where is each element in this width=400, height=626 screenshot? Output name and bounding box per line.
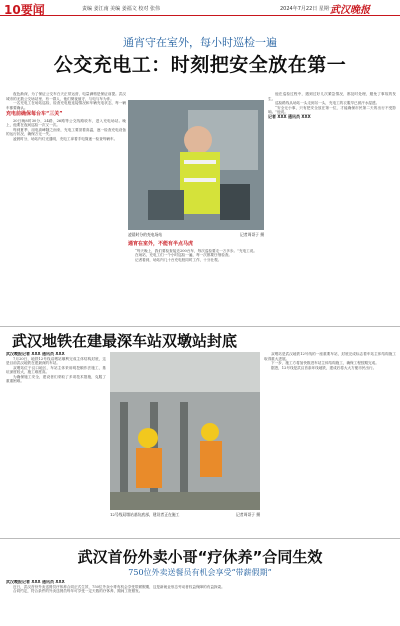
paragraph: 20日晚8时30分，24路、26路等公交线路收车，进入充电场站。晚上，他要在夜间巡检一次又一次。 bbox=[6, 118, 126, 127]
article3-headline[interactable]: 武汉首份外卖小哥“疗休养”合同生效 bbox=[77, 548, 323, 566]
article1-column-left bbox=[6, 92, 126, 324]
article1-column-middle bbox=[128, 240, 264, 324]
paragraph: 下一步，施工方将加快推进车站主体结构施工，确保工程按期完成。 bbox=[271, 361, 379, 365]
article1-subhead-2: 通宵在室外，不能有半点马虎 bbox=[128, 241, 194, 247]
paragraph: 近日，武汉首份外卖送餐员疗休养合同正式生效，750位外卖小哥有机会享受带薪假期，这是新就业形态劳动者权益保障的有益探索。 bbox=[13, 584, 225, 589]
article2-byline: 武汉晚报记者 XXX 通讯员 XXX bbox=[6, 352, 65, 356]
paragraph: 记者看到，场站内几十台充电桩同时工作，十分壮观。 bbox=[135, 257, 222, 262]
article2-column-left bbox=[6, 352, 106, 534]
section-divider bbox=[0, 538, 400, 539]
paragraph: 双墩站是武汉地铁12号线的一座重要车站，封底完成标志着车站主体结构施工取得重大进展。 bbox=[264, 352, 396, 361]
article1-headline[interactable]: 公交充电工：时刻把安全放在第一 bbox=[53, 54, 347, 76]
paragraph: “每天晚上，我们要检查接近200台车，每次巡检要走一万多步。”充电工说。 bbox=[135, 248, 257, 253]
paragraph: “安全无小事，只有把安全放在第一位，才能确保市民第二天的出行不受影响。”他说。 bbox=[268, 105, 396, 114]
article3-body bbox=[6, 580, 394, 624]
article3-byline: 武汉晚报记者 XXX 通讯员 XXX bbox=[6, 580, 65, 584]
article1-column-right bbox=[268, 92, 396, 328]
paragraph: 合同约定，符合条件的外卖送餐员每年可享受一定天数的疗休养，期间工资照发。 bbox=[13, 589, 143, 593]
paragraph: 巡检路线从场站一头走到另一头，充电工的衣服早已被汗水湿透。 bbox=[275, 101, 380, 105]
article2-photo bbox=[110, 352, 260, 510]
paragraph: 夜色渐深，为了保证公交车白天正常运营，电量满格是保证前提。武汉城市的无数公交场站里，有一群人，他们彻夜值守，与电与车为伴。 bbox=[6, 92, 126, 101]
paragraph: 他在巡检过程中，遇到过好几次紧急情况，都及时处理，避免了事故的发生。 bbox=[268, 92, 396, 101]
paragraph: 凌晨时分，场站内灯光通明，充电工拿着手电筒逐一检查每辆车。 bbox=[13, 136, 118, 141]
article1-subhead: 充电前确保每台车“三关” bbox=[6, 111, 63, 117]
paragraph: 据悉，12号线是武汉首条环线地铁，建成后将大大方便市民出行。 bbox=[271, 365, 377, 370]
article1-kicker: 通宵守在室外，每小时巡检一遍 bbox=[123, 36, 277, 49]
page-number: 10要闻 bbox=[4, 3, 45, 17]
article1-photo-credit: 记者周哥子 摄 bbox=[240, 232, 264, 237]
paragraph: 每到夏季，用电高峰随之而来，充电工要顶着高温，逐一检查充电设备的运行状况，确保万无一失。 bbox=[6, 127, 126, 136]
section-divider bbox=[0, 326, 400, 327]
paragraph: 双墩站位于汉口地区，车站主体采用明挖顺作法施工，基坑深度较大，施工难度高。 bbox=[6, 365, 106, 374]
paragraph: 一名充电工在场站巡检，检查充电枪连接情况和车辆充电状态，每一辆车都要确认。 bbox=[6, 101, 126, 110]
paragraph: 7月20日，地铁12号线双墩站顺利完成主体结构封底，这是目前武汉地铁在建最深的车站。 bbox=[6, 356, 106, 365]
issue-date: 2024年7月22日 星期一 bbox=[280, 6, 334, 12]
paragraph: 在场站，充电工们一个小时巡检一遍，每一次都要仔细检查。 bbox=[135, 253, 233, 257]
paper-name: 武汉晚报 bbox=[330, 5, 370, 16]
editors-line: 责编 姜江南 美编 姜福文 校对 张伟 bbox=[82, 6, 160, 12]
article1-main-photo bbox=[128, 100, 264, 230]
construction-photo-illustration bbox=[110, 352, 260, 510]
article3-kicker: 750位外卖送餐员有机会享受“带薪假期” bbox=[128, 568, 272, 577]
article2-photo-caption: 12号线双墩站基坑底部，建设者正在施工 bbox=[110, 512, 180, 517]
article2-column-right bbox=[264, 352, 396, 534]
paragraph: 为确保施工安全，建设者们采取了多项技术措施，克服了重重困难。 bbox=[6, 374, 106, 383]
article1-reporters: 记者 XXX 通讯员 XXX bbox=[268, 113, 311, 119]
masthead bbox=[0, 0, 400, 16]
article1-photo-caption: 凌晨时分的充电场站 bbox=[128, 232, 163, 237]
article2-headline[interactable]: 武汉地铁在建最深车站双墩站封底 bbox=[12, 332, 238, 350]
worker-photo-illustration bbox=[128, 100, 264, 230]
article2-photo-credit: 记者周哥子 摄 bbox=[236, 512, 260, 517]
